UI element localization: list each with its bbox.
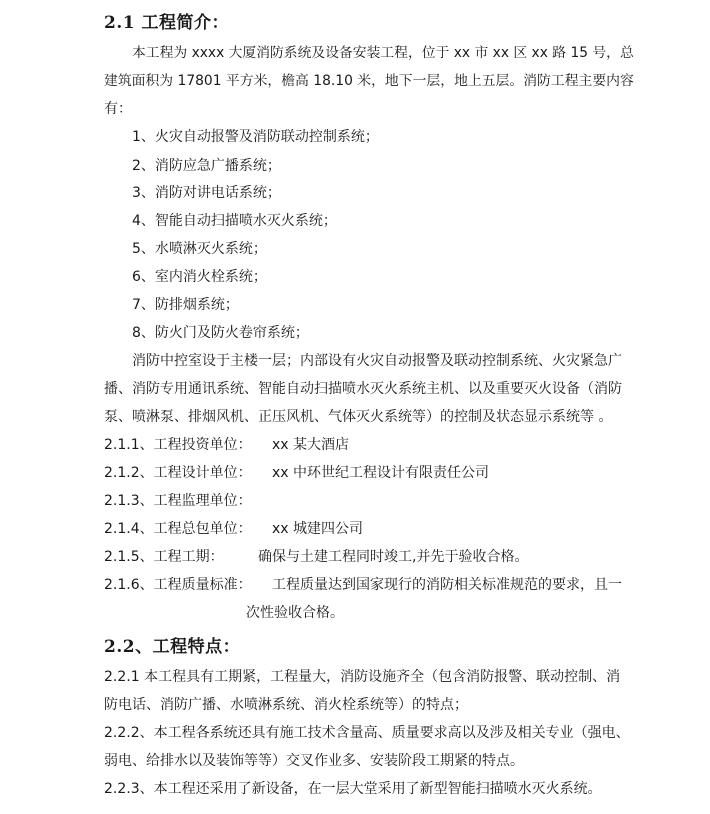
system-list-item: 1、火灾自动报警及消防联动控制系统； bbox=[132, 129, 379, 145]
system-list-item: 8、防火门及防火卷帘系统； bbox=[132, 325, 309, 341]
info-label-designer: 2.1.2、工程设计单位： bbox=[104, 465, 252, 481]
control-room-line-1: 消防中控室设于主楼一层；内部设有火灾自动报警及联动控制系统、火灾紧急广 bbox=[132, 353, 622, 369]
control-room-line-3: 泵、喷淋泵、排烟风机、正压风机、气体灭火系统等）的控制及状态显示系统等 。 bbox=[104, 409, 613, 425]
intro-line-3: 有： bbox=[104, 101, 132, 117]
system-list-item: 6、室内消火栓系统； bbox=[132, 269, 267, 285]
info-label-quality: 2.1.6、工程质量标准： bbox=[104, 577, 252, 593]
system-list-item: 4、智能自动扫描喷水灭火系统； bbox=[132, 213, 337, 229]
feature-line-2: 防电话、消防广播、水喷淋系统、消火栓系统等）的特点； bbox=[104, 697, 468, 713]
info-label-schedule: 2.1.5、工程工期： bbox=[104, 549, 224, 565]
system-list-item: 3、消防对讲电话系统； bbox=[132, 185, 281, 201]
info-label-contractor: 2.1.4、工程总包单位： bbox=[104, 521, 252, 537]
system-list-item: 5、水喷淋灭火系统； bbox=[132, 241, 267, 257]
info-label-supervisor: 2.1.3、工程监理单位： bbox=[104, 493, 252, 509]
section-heading-project-features: 2.2、工程特点： bbox=[104, 637, 241, 657]
info-value-investor: xx 某大酒店 bbox=[272, 437, 350, 453]
info-value-designer: xx 中环世纪工程设计有限责任公司 bbox=[272, 465, 490, 481]
info-value-quality-cont: 次性验收合格。 bbox=[246, 605, 344, 621]
feature-line-5: 2.2.3、本工程还采用了新设备，在一层大堂采用了新型智能扫描喷水灭火系统。 bbox=[104, 781, 602, 797]
system-list-item: 7、防排烟系统； bbox=[132, 297, 239, 313]
system-list-item: 2、消防应急广播系统； bbox=[132, 158, 281, 174]
info-label-investor: 2.1.1、工程投资单位： bbox=[104, 437, 252, 453]
control-room-line-2: 播、消防专用通讯系统、智能自动扫描喷水灭火系统主机、以及重要灭火设备（消防 bbox=[104, 381, 622, 397]
feature-line-4: 弱电、给排水以及装饰等等）交叉作业多、安装阶段工期紧的特点。 bbox=[104, 753, 524, 769]
intro-line-1: 本工程为 xxxx 大厦消防系统及设备安装工程，位于 xx 市 xx 区 xx 路 15 号，总 bbox=[132, 45, 634, 61]
feature-line-3: 2.2.2、本工程各系统还具有施工技术含量高、质量要求高以及涉及相关专业（强电、 bbox=[104, 725, 630, 741]
info-value-contractor: xx 城建四公司 bbox=[272, 521, 364, 537]
info-value-schedule: 确保与土建工程同时竣工,并先于验收合格。 bbox=[258, 549, 529, 565]
info-value-quality: 工程质量达到国家现行的消防相关标准规范的要求，且一 bbox=[272, 577, 622, 593]
intro-line-2: 建筑面积为 17801 平方米，檐高 18.10 米，地下一层，地上五层。消防工程主要内容 bbox=[104, 73, 634, 89]
section-heading-project-intro: 2.1 工程简介： bbox=[104, 13, 229, 33]
feature-line-1: 2.2.1 本工程具有工期紧，工程量大，消防设施齐全（包含消防报警、联动控制、消 bbox=[104, 669, 621, 685]
